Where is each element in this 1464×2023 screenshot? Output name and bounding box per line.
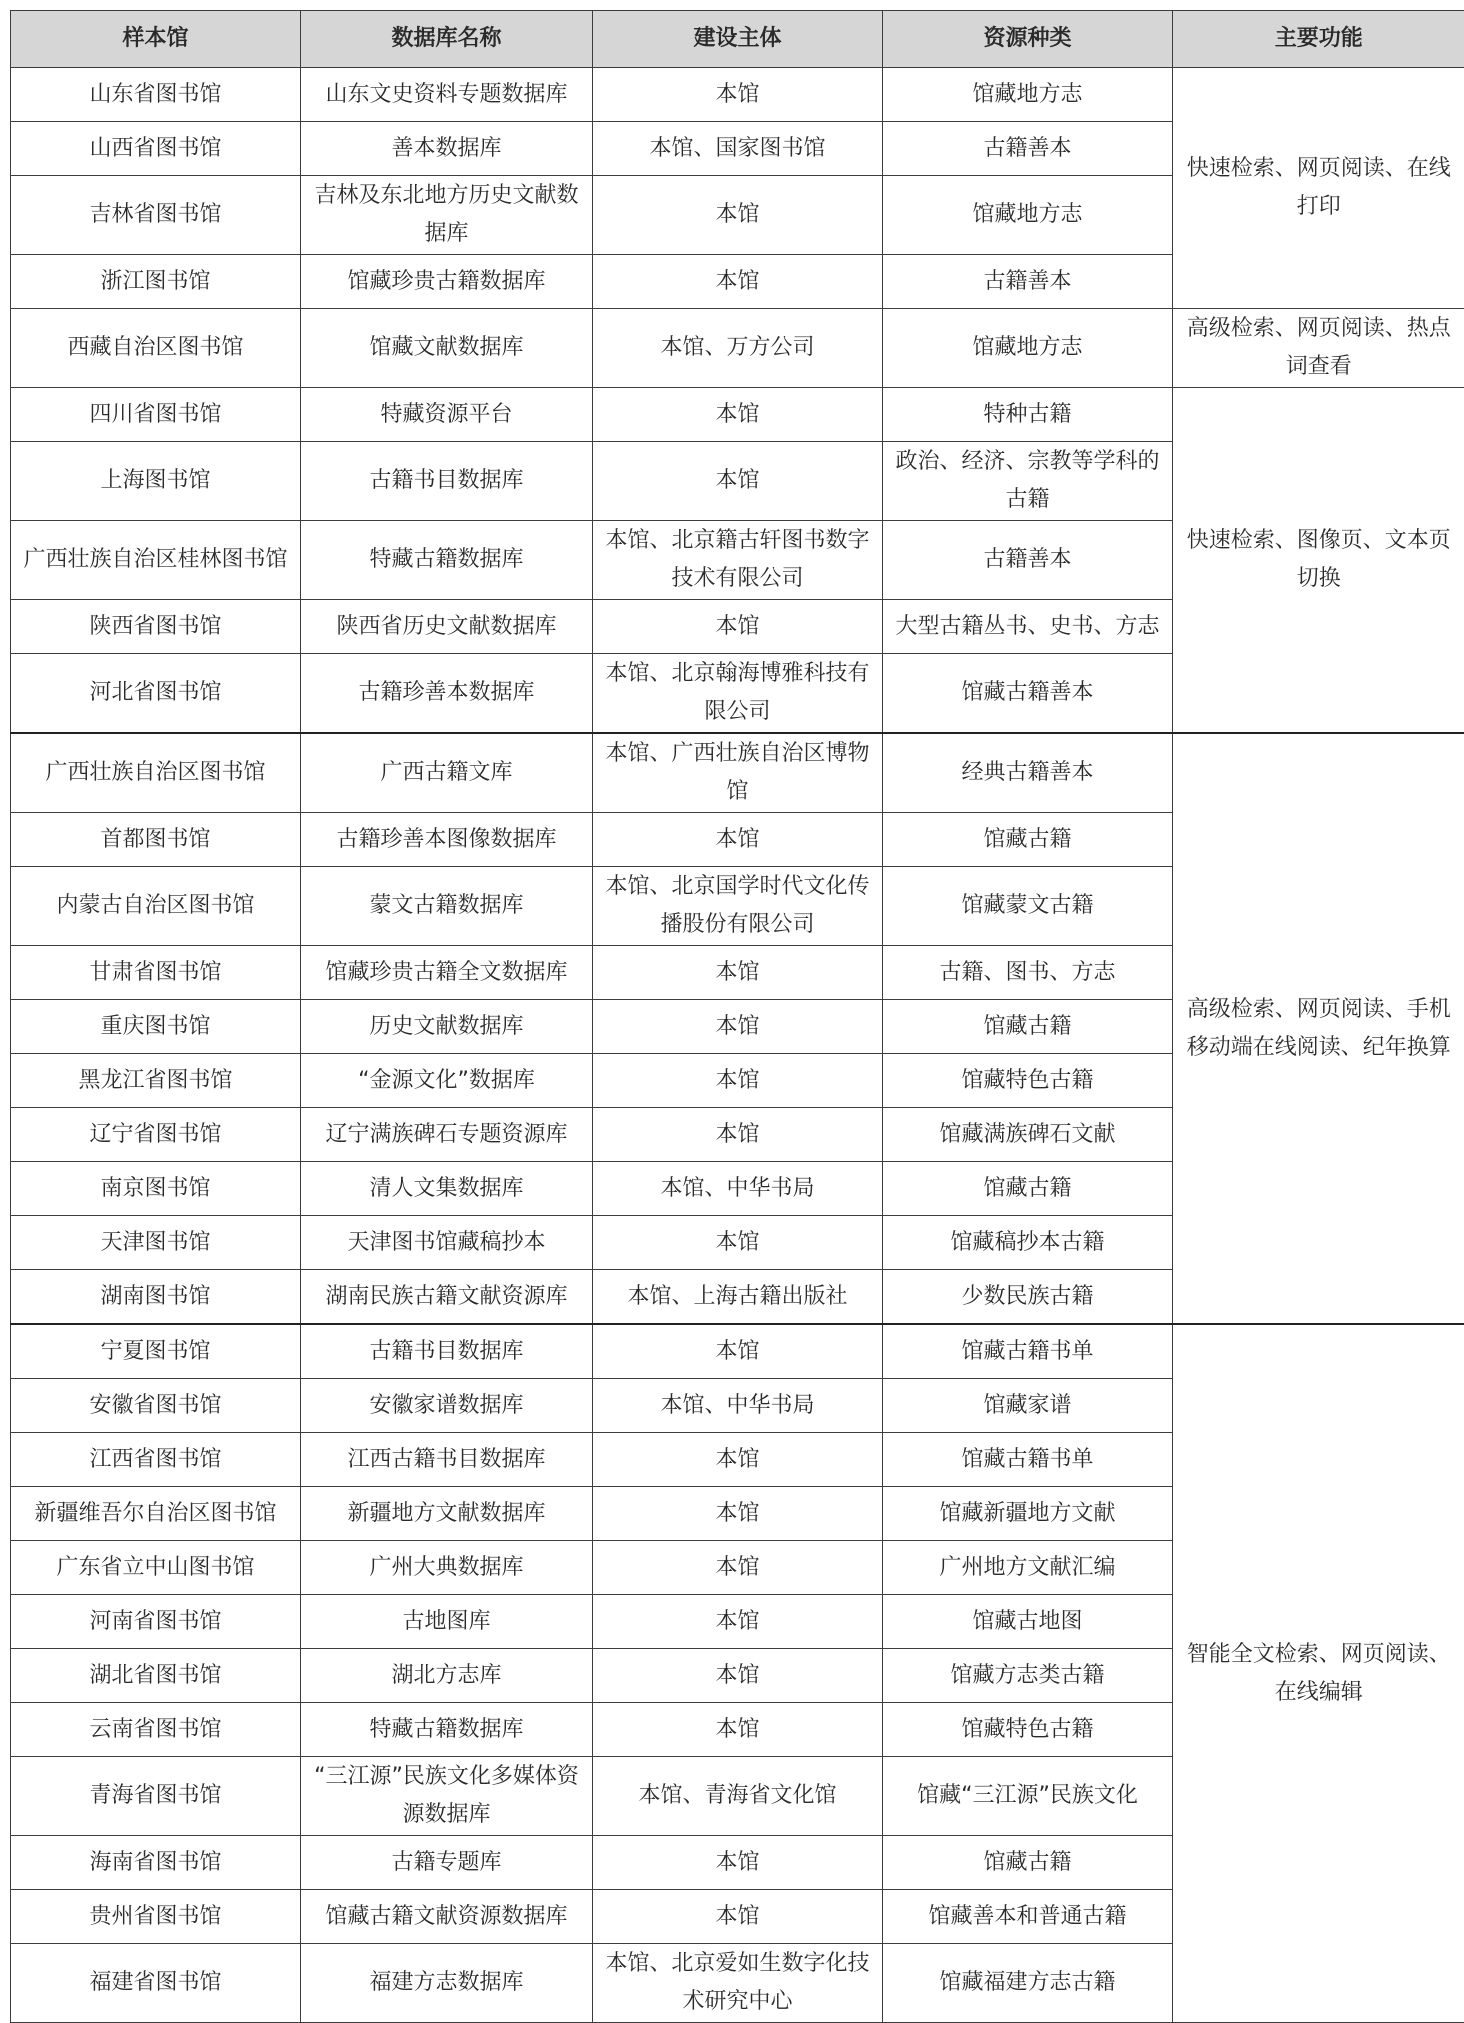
cell-builder: 本馆: [593, 1216, 883, 1270]
cell-builder: 本馆、上海古籍出版社: [593, 1270, 883, 1325]
cell-builder: 本馆、国家图书馆: [593, 122, 883, 176]
cell-builder: 本馆、北京国学时代文化传播股份有限公司: [593, 867, 883, 946]
cell-resource: 古籍善本: [883, 122, 1173, 176]
cell-database: 馆藏文献数据库: [301, 309, 593, 388]
cell-library: 上海图书馆: [11, 442, 301, 521]
cell-database: 蒙文古籍数据库: [301, 867, 593, 946]
cell-library: 甘肃省图书馆: [11, 946, 301, 1000]
cell-library: 江西省图书馆: [11, 1433, 301, 1487]
cell-builder: 本馆: [593, 1890, 883, 1944]
cell-library: 吉林省图书馆: [11, 176, 301, 255]
cell-builder: 本馆、青海省文化馆: [593, 1757, 883, 1836]
cell-library: 河南省图书馆: [11, 1595, 301, 1649]
cell-resource: 馆藏古籍: [883, 1836, 1173, 1890]
cell-resource: 馆藏新疆地方文献: [883, 1487, 1173, 1541]
cell-builder: 本馆: [593, 1703, 883, 1757]
cell-function-group-4: 高级检索、网页阅读、手机移动端在线阅读、纪年换算: [1173, 733, 1464, 1324]
cell-resource: 馆藏特色古籍: [883, 1703, 1173, 1757]
cell-builder: 本馆: [593, 1324, 883, 1379]
cell-builder: 本馆: [593, 1433, 883, 1487]
cell-database: 馆藏珍贵古籍全文数据库: [301, 946, 593, 1000]
cell-resource: 古籍善本: [883, 255, 1173, 309]
cell-builder: 本馆: [593, 1649, 883, 1703]
cell-function-group-3: 快速检索、图像页、文本页切换: [1173, 388, 1464, 734]
cell-database: “三江源”民族文化多媒体资源数据库: [301, 1757, 593, 1836]
cell-database: 江西古籍书目数据库: [301, 1433, 593, 1487]
cell-builder: 本馆: [593, 68, 883, 122]
cell-library: 辽宁省图书馆: [11, 1108, 301, 1162]
cell-builder: 本馆: [593, 1487, 883, 1541]
cell-builder: 本馆: [593, 946, 883, 1000]
cell-database: 古籍专题库: [301, 1836, 593, 1890]
cell-library: 陕西省图书馆: [11, 600, 301, 654]
cell-builder: 本馆: [593, 255, 883, 309]
cell-library: 内蒙古自治区图书馆: [11, 867, 301, 946]
cell-resource: 古籍善本: [883, 521, 1173, 600]
cell-library: 河北省图书馆: [11, 654, 301, 734]
cell-builder: 本馆: [593, 176, 883, 255]
cell-resource: 馆藏满族碑石文献: [883, 1108, 1173, 1162]
cell-library: 广东省立中山图书馆: [11, 1541, 301, 1595]
cell-builder: 本馆: [593, 1541, 883, 1595]
cell-resource: 馆藏古地图: [883, 1595, 1173, 1649]
cell-resource: 馆藏特色古籍: [883, 1054, 1173, 1108]
cell-resource: 馆藏“三江源”民族文化: [883, 1757, 1173, 1836]
cell-library: 宁夏图书馆: [11, 1324, 301, 1379]
cell-library: 黑龙江省图书馆: [11, 1054, 301, 1108]
cell-database: 馆藏珍贵古籍数据库: [301, 255, 593, 309]
cell-builder: 本馆、万方公司: [593, 309, 883, 388]
table-header-row: [11, 11, 1464, 68]
cell-database: 广州大典数据库: [301, 1541, 593, 1595]
cell-resource: 政治、经济、宗教等学科的古籍: [883, 442, 1173, 521]
cell-database: 古籍珍善本数据库: [301, 654, 593, 734]
cell-resource: 馆藏善本和普通古籍: [883, 1890, 1173, 1944]
header-database-name: 数据库名称: [301, 11, 593, 68]
cell-database: 馆藏古籍文献资源数据库: [301, 1890, 593, 1944]
cell-database: 特藏古籍数据库: [301, 1703, 593, 1757]
cell-database: 古地图库: [301, 1595, 593, 1649]
cell-function-group-2: 高级检索、网页阅读、热点词查看: [1173, 309, 1464, 388]
database-table: [10, 10, 1464, 2023]
cell-resource: 馆藏地方志: [883, 176, 1173, 255]
cell-database: 安徽家谱数据库: [301, 1379, 593, 1433]
cell-database: 天津图书馆藏稿抄本: [301, 1216, 593, 1270]
cell-database: 特藏资源平台: [301, 388, 593, 442]
cell-resource: 馆藏方志类古籍: [883, 1649, 1173, 1703]
cell-builder: 本馆: [593, 1108, 883, 1162]
cell-resource: 馆藏古籍善本: [883, 654, 1173, 734]
cell-library: 广西壮族自治区桂林图书馆: [11, 521, 301, 600]
cell-builder: 本馆、北京籍古轩图书数字技术有限公司: [593, 521, 883, 600]
cell-library: 新疆维吾尔自治区图书馆: [11, 1487, 301, 1541]
cell-library: 山西省图书馆: [11, 122, 301, 176]
cell-database: 湖北方志库: [301, 1649, 593, 1703]
cell-database: 辽宁满族碑石专题资源库: [301, 1108, 593, 1162]
cell-resource: 少数民族古籍: [883, 1270, 1173, 1325]
header-builder: 建设主体: [593, 11, 883, 68]
cell-resource: 特种古籍: [883, 388, 1173, 442]
cell-builder: 本馆: [593, 813, 883, 867]
table-row: [11, 733, 1464, 813]
cell-resource: 馆藏稿抄本古籍: [883, 1216, 1173, 1270]
cell-library: 安徽省图书馆: [11, 1379, 301, 1433]
cell-database: 山东文史资料专题数据库: [301, 68, 593, 122]
cell-database: 陕西省历史文献数据库: [301, 600, 593, 654]
cell-database: 古籍珍善本图像数据库: [301, 813, 593, 867]
cell-builder: 本馆: [593, 1595, 883, 1649]
cell-builder: 本馆、北京爱如生数字化技术研究中心: [593, 1944, 883, 2023]
cell-resource: 馆藏地方志: [883, 309, 1173, 388]
cell-library: 湖南图书馆: [11, 1270, 301, 1325]
cell-database: 吉林及东北地方历史文献数据库: [301, 176, 593, 255]
cell-resource: 馆藏古籍: [883, 813, 1173, 867]
header-library: 样本馆: [11, 11, 301, 68]
cell-library: 首都图书馆: [11, 813, 301, 867]
cell-resource: 大型古籍丛书、史书、方志: [883, 600, 1173, 654]
cell-library: 贵州省图书馆: [11, 1890, 301, 1944]
table-row: [11, 309, 1464, 388]
cell-resource: 馆藏古籍书单: [883, 1324, 1173, 1379]
cell-resource: 馆藏家谱: [883, 1379, 1173, 1433]
cell-resource: 馆藏蒙文古籍: [883, 867, 1173, 946]
cell-database: 广西古籍文库: [301, 733, 593, 813]
cell-resource: 古籍、图书、方志: [883, 946, 1173, 1000]
cell-builder: 本馆、中华书局: [593, 1379, 883, 1433]
cell-database: 福建方志数据库: [301, 1944, 593, 2023]
cell-library: 广西壮族自治区图书馆: [11, 733, 301, 813]
cell-database: 清人文集数据库: [301, 1162, 593, 1216]
cell-library: 海南省图书馆: [11, 1836, 301, 1890]
cell-builder: 本馆: [593, 1054, 883, 1108]
cell-resource: 馆藏古籍: [883, 1000, 1173, 1054]
cell-builder: 本馆、广西壮族自治区博物馆: [593, 733, 883, 813]
cell-database: 古籍书目数据库: [301, 442, 593, 521]
cell-library: 云南省图书馆: [11, 1703, 301, 1757]
cell-builder: 本馆: [593, 1836, 883, 1890]
table-row: [11, 388, 1464, 442]
header-main-function: 主要功能: [1173, 11, 1464, 68]
cell-function-group-5: 智能全文检索、网页阅读、在线编辑: [1173, 1324, 1464, 2023]
cell-builder: 本馆: [593, 600, 883, 654]
cell-library: 浙江图书馆: [11, 255, 301, 309]
cell-builder: 本馆、中华书局: [593, 1162, 883, 1216]
cell-library: 天津图书馆: [11, 1216, 301, 1270]
cell-database: “金源文化”数据库: [301, 1054, 593, 1108]
cell-builder: 本馆: [593, 1000, 883, 1054]
cell-library: 西藏自治区图书馆: [11, 309, 301, 388]
cell-resource: 经典古籍善本: [883, 733, 1173, 813]
cell-library: 山东省图书馆: [11, 68, 301, 122]
table-row: [11, 1324, 1464, 1379]
cell-builder: 本馆: [593, 442, 883, 521]
cell-database: 历史文献数据库: [301, 1000, 593, 1054]
cell-resource: 馆藏地方志: [883, 68, 1173, 122]
cell-library: 南京图书馆: [11, 1162, 301, 1216]
cell-database: 湖南民族古籍文献资源库: [301, 1270, 593, 1325]
cell-resource: 馆藏福建方志古籍: [883, 1944, 1173, 2023]
cell-library: 湖北省图书馆: [11, 1649, 301, 1703]
cell-library: 重庆图书馆: [11, 1000, 301, 1054]
cell-function-group-1: 快速检索、网页阅读、在线打印: [1173, 68, 1464, 309]
cell-database: 特藏古籍数据库: [301, 521, 593, 600]
cell-database: 新疆地方文献数据库: [301, 1487, 593, 1541]
cell-builder: 本馆: [593, 388, 883, 442]
cell-library: 青海省图书馆: [11, 1757, 301, 1836]
cell-database: 古籍书目数据库: [301, 1324, 593, 1379]
cell-builder: 本馆、北京翰海博雅科技有限公司: [593, 654, 883, 734]
cell-resource: 馆藏古籍书单: [883, 1433, 1173, 1487]
cell-library: 四川省图书馆: [11, 388, 301, 442]
cell-resource: 广州地方文献汇编: [883, 1541, 1173, 1595]
header-resource-type: 资源种类: [883, 11, 1173, 68]
cell-resource: 馆藏古籍: [883, 1162, 1173, 1216]
table-row: [11, 68, 1464, 122]
cell-database: 善本数据库: [301, 122, 593, 176]
cell-library: 福建省图书馆: [11, 1944, 301, 2023]
